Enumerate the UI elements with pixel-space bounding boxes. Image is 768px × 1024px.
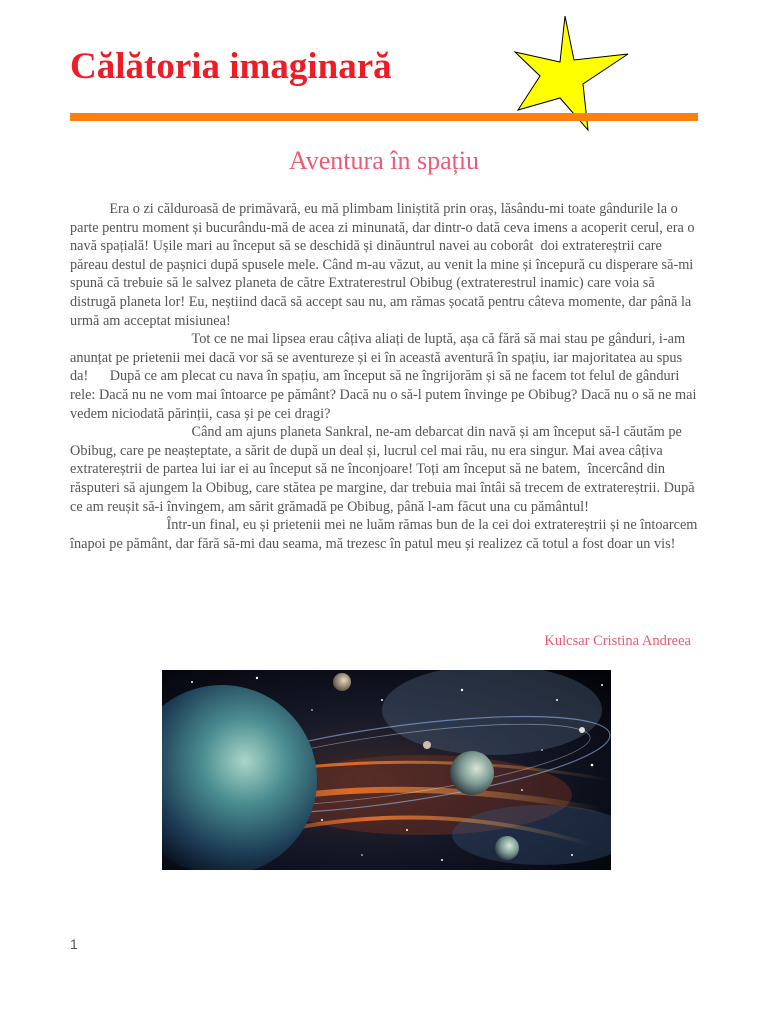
- document-title: Călătoria imaginară: [70, 46, 392, 87]
- story-paragraph: Era o zi călduroasă de primăvară, eu mă plimbam liniștită prin oraș, lăsându-mi toate gândurile la o parte pentru moment și bucurându-mă de acea zi minunată, dar dintr-o dată ceva imens a acoperit cerul, era o navă spațială! Ușile mari au început să se deschidă și dinăuntrul navei au coborât doi extratereștrii care păreau destul de pașnici după spusele mele. Când m-au văzut, au venit la mine și începură cu disperare să-mi spună că trebuie să le salvez planeta de către Extraterestrul Obibug (extraterestrul inamic) care voia să distrugă planeta lor! Eu, neștiind dacă să accept sau nu, am rămas șocată pentru câteva momente, dar până la urmă am acceptat misiunea!: [70, 201, 699, 329]
- space-planets-image: [162, 670, 611, 870]
- author-name: Kulcsar Cristina Andreea: [544, 633, 691, 649]
- title-divider: [70, 113, 698, 121]
- story-paragraph: Când am ajuns planeta Sankral, ne-am debarcat din navă și am început să-l căutăm pe Obibug, care pe neașteptate, a sărit de după un deal și, lucrul cel mai rău, nu era singur. Mai avea câțiva extratereștrii de partea lui iar ei au început să ne înconjoare! Toți am început să ne batem, încercând din răsputeri să ajungem la Obibug, care stătea pe margine, dar trebuia mai întâi să trecem de extratereștrii. După ce am reușit să-i învingem, am sărit grămadă pe Obibug, până l-am făcut una cu pământul!: [70, 424, 699, 515]
- story-body: [70, 200, 700, 553]
- story-paragraph: Într-un final, eu și prietenii mei ne luăm rămas bun de la cei doi extratereștrii și ne întoarcem înapoi pe pământ, dar fără să-mi dau seama, mă trezesc în patul meu și realizez că totul a fost doar un vis!: [70, 517, 701, 552]
- story-subtitle: Aventura în spațiu: [288, 146, 480, 175]
- story-paragraph: Tot ce ne mai lipsea erau câțiva aliați de luptă, așa că fără să mai stau pe gânduri, i-am anunțat pe prietenii mei dacă vor să se aventureze și ei în această aventură în spațiu, iar majoritatea au spus da! După ce am plecat cu nava în spațiu, am început să ne îngrijorăm și să ne facem tot felul de gânduri rele: Dacă nu ne vom mai întoarce pe pământ? Dacă nu o să-l putem învinge pe Obibug? Dacă nu o să ne mai vedem niciodată părinții, casa și pe cei dragi?: [70, 331, 701, 422]
- page-number: 1: [70, 936, 78, 952]
